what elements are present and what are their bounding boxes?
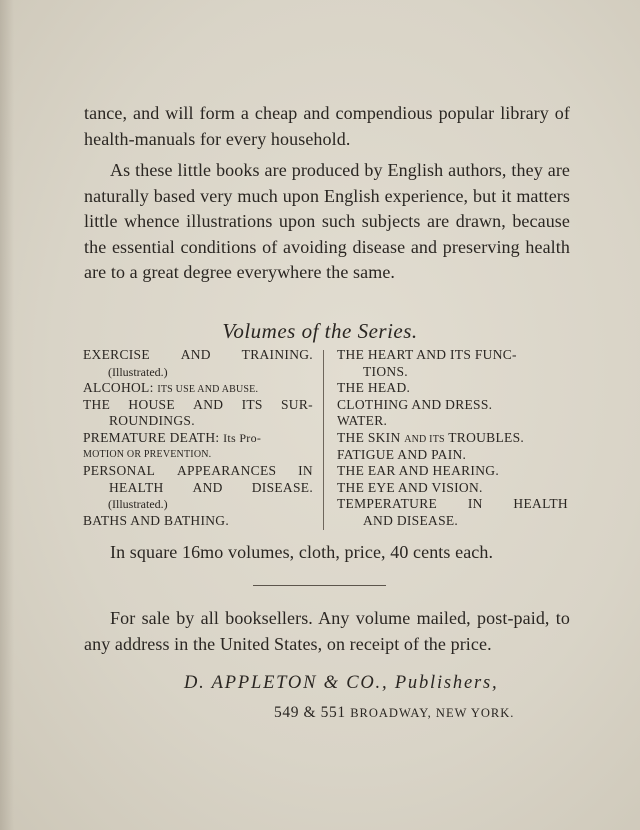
list-item: TEMPERATURE IN HEALTH bbox=[337, 496, 568, 512]
list-item-continuation: TIONS. bbox=[363, 363, 408, 379]
list-item: THE SKIN AND ITS TROUBLES. bbox=[337, 429, 525, 445]
list-item: FATIGUE AND PAIN. bbox=[337, 446, 467, 462]
paragraph-continuation: tance, and will form a cheap and compendious popular library of health-manuals for every household. bbox=[84, 103, 570, 149]
paragraph-for-sale: For sale by all booksellers. Any volume mailed, post-paid, to any address in the United States, on receipt of the price. bbox=[84, 608, 570, 654]
list-item: BATHS AND BATHING. bbox=[83, 512, 230, 528]
price-line: In square 16mo volumes, cloth, price, 40 cents each. bbox=[110, 542, 494, 562]
list-item: THE HEART AND ITS FUNC- bbox=[337, 347, 517, 362]
list-item-note: (Illustrated.) bbox=[108, 497, 168, 512]
list-item: THE EYE AND VISION. bbox=[337, 479, 483, 495]
address-numbers: 549 & 551 bbox=[274, 704, 346, 721]
list-item: ALCOHOL: ITS USE AND ABUSE. bbox=[83, 380, 259, 396]
list-item: THE HEAD. bbox=[337, 380, 411, 396]
list-item-continuation: ROUNDINGS. bbox=[109, 413, 195, 429]
section-rule bbox=[253, 585, 386, 586]
column-divider bbox=[323, 350, 324, 530]
publisher-address bbox=[274, 704, 514, 722]
list-item-note: (Illustrated.) bbox=[108, 364, 168, 379]
list-item-continuation: MOTION OR PREVENTION. bbox=[83, 448, 212, 460]
address-street: BROADWAY, NEW YORK. bbox=[350, 706, 515, 720]
list-item: CLOTHING AND DRESS. bbox=[337, 396, 493, 412]
paragraph-english-authors: As these little books are produced by English authors, they are naturally based very much upon English experience, but it matters little whence illustrations upon such subjects are drawn, because the essential conditions of avoiding disease and preserving health are to a great degree everywhere the same. bbox=[84, 160, 570, 282]
list-item: PREMATURE DEATH: Its Pro- bbox=[83, 429, 262, 445]
list-item-continuation: AND DISEASE. bbox=[363, 512, 459, 528]
page-edge-shadow bbox=[0, 0, 14, 830]
list-item-continuation: HEALTH AND DISEASE. bbox=[109, 479, 313, 495]
series-heading: Volumes of the Series. bbox=[222, 319, 418, 343]
publisher-name: D. APPLETON & CO., Publishers, bbox=[184, 673, 499, 693]
series-list-right bbox=[337, 347, 568, 530]
list-item: PERSONAL APPEARANCES IN bbox=[83, 463, 313, 479]
list-item: EXERCISE AND TRAINING. bbox=[83, 347, 313, 362]
series-list-left bbox=[83, 347, 313, 530]
list-item: WATER. bbox=[337, 413, 388, 429]
list-item: THE EAR AND HEARING. bbox=[337, 463, 499, 479]
list-item: THE HOUSE AND ITS SUR- bbox=[83, 396, 313, 412]
